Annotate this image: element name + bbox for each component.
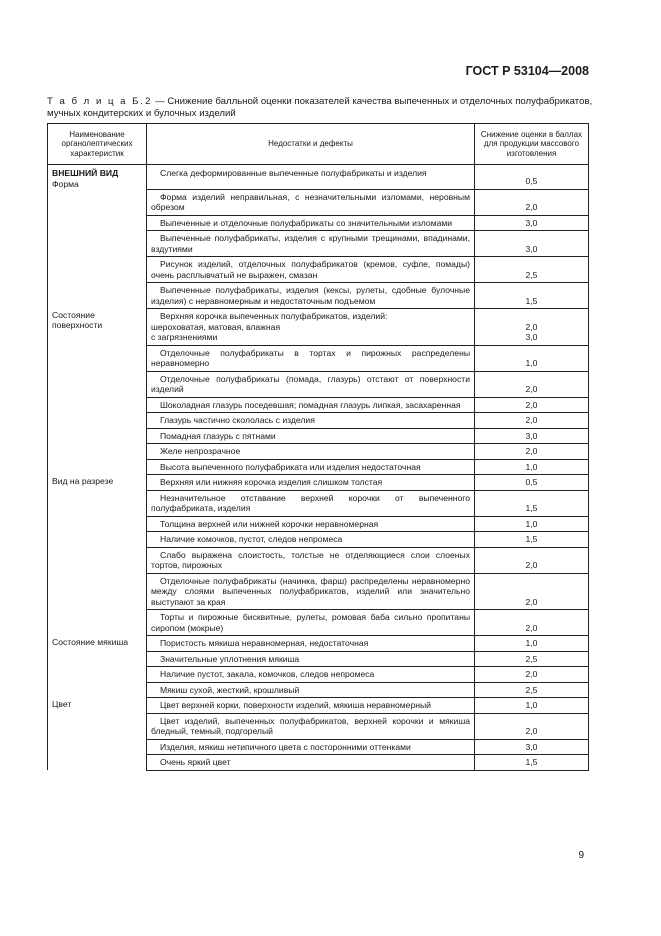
score-value: 2,0 (525, 560, 538, 570)
characteristic-name: Состояние мякиша (52, 636, 129, 647)
score-value: 2,0 (525, 669, 538, 679)
score-cell (475, 573, 589, 610)
score-cell (475, 651, 589, 667)
score-value: 0,5 (525, 477, 538, 487)
score-value: 1,0 (525, 518, 538, 529)
score-cell (475, 739, 589, 755)
defect-text: Наличие пустот, закала, комочков, следов непромеса (160, 669, 375, 679)
defect-text: Выпеченные и отделочные полуфабрикаты со значительными изломами (160, 217, 453, 228)
defect-text: Значительные уплотнения мякиша (160, 653, 300, 664)
table-row (48, 371, 589, 397)
defect-cell (147, 713, 475, 739)
score-value: 2,0 (525, 446, 538, 456)
score-value: 3,0 (525, 217, 538, 228)
characteristic-name: Состояние поверхности (52, 309, 103, 330)
characteristic-cell (48, 667, 147, 683)
characteristic-cell (48, 490, 147, 516)
score-cell (475, 755, 589, 771)
table-row (48, 189, 589, 215)
defect-text: Толщина верхней или нижней корочки неравномерная (160, 518, 379, 529)
defect-text: Выпеченные полуфабрикаты, изделия с крупными трещинами, впадинами, вздутиями (151, 233, 470, 254)
table-row (48, 397, 589, 413)
table-row (48, 682, 589, 698)
column-header-score: Снижение оценки в баллах для продукции массового изготовления (475, 124, 589, 165)
table-header-row (48, 124, 589, 165)
defect-cell (147, 459, 475, 475)
characteristic-cell (48, 413, 147, 429)
characteristic-cell (48, 698, 147, 714)
score-cell (475, 428, 589, 444)
score-value: 1,5 (525, 534, 538, 544)
score-cell (475, 713, 589, 739)
characteristic-cell (48, 165, 147, 190)
table-row (48, 713, 589, 739)
characteristic-cell (48, 444, 147, 460)
defect-cell (147, 215, 475, 231)
defect-text: Слегка деформированные выпеченные полуфабрикаты и изделия (160, 168, 427, 178)
defect-text: Верхняя корочка выпеченных полуфабрикатов, изделий: (160, 311, 388, 321)
table-row (48, 257, 589, 283)
defect-text: Рисунок изделий, отделочных полуфабрикатов (кремов, суфле, помады) очень расплывчатый не выражен, смазан (151, 259, 470, 280)
table-row (48, 459, 589, 475)
score-cell (475, 413, 589, 429)
score-cell (475, 516, 589, 532)
characteristic-cell (48, 257, 147, 283)
score-value: 2,5 (525, 269, 538, 280)
characteristic-cell (48, 516, 147, 532)
page-number: 9 (578, 850, 584, 861)
table-row (48, 345, 589, 371)
defect-text: Цвет изделий, выпеченных полуфабрикатов, верхней корочки и мякиша бледный, темный, подгорелый (151, 715, 470, 736)
table-caption (47, 96, 597, 120)
table-body (48, 165, 589, 771)
score-cell (475, 397, 589, 413)
defect-text: Цвет верхней корки, поверхности изделий, мякиша неравномерный (160, 700, 431, 710)
score-value: 2,0 (525, 726, 538, 736)
score-value: 1,5 (525, 503, 538, 513)
score-cell (475, 610, 589, 636)
defect-cell (147, 698, 475, 714)
defect-text: Форма изделий неправильная, с незначительными изломами, неровным обрезом (151, 191, 470, 212)
table-row (48, 309, 589, 346)
defect-subitem: с загрязнениями (151, 332, 218, 342)
defect-text: Пористость мякиша неравномерная, недостаточная (160, 638, 369, 648)
table-row (48, 413, 589, 429)
characteristic-cell (48, 651, 147, 667)
defect-cell (147, 475, 475, 491)
table-row (48, 651, 589, 667)
score-value: 3,0 (525, 741, 538, 752)
score-cell (475, 459, 589, 475)
score-cell (475, 231, 589, 257)
score-cell (475, 345, 589, 371)
defect-cell (147, 636, 475, 652)
score-value: 1,0 (525, 461, 538, 472)
score-value: 0,5 (525, 176, 538, 186)
score-cell (475, 257, 589, 283)
characteristic-name: Цвет (52, 698, 72, 709)
score-value: 1,5 (525, 757, 538, 767)
defect-text: Отделочные полуфабрикаты (помада, глазурь) отстают от поверхности изделий (151, 373, 470, 394)
table-row (48, 475, 589, 491)
document-code: ГОСТ Р 53104—2008 (465, 64, 589, 78)
defect-cell (147, 371, 475, 397)
characteristic-name: Вид на разрезе (52, 475, 114, 486)
characteristic-cell (48, 309, 147, 346)
score-value: 1,0 (525, 638, 538, 648)
defect-cell (147, 444, 475, 460)
score-cell (475, 283, 589, 309)
defect-cell (147, 397, 475, 413)
characteristic-cell (48, 397, 147, 413)
table-caption-text: — Снижение балльной оценки показателей качества выпеченных и отделочных полуфабрикатов, мучных кондитерских и булочных изделий (47, 96, 593, 119)
score-cell (475, 309, 589, 346)
table-row (48, 739, 589, 755)
defect-text: Торты и пирожные бисквитные, рулеты, ромовая баба сильно пропитаны сиропом (мокрые) (151, 612, 470, 633)
characteristic-name: ВНЕШНИЙ ВИД (52, 168, 119, 178)
characteristic-cell (48, 371, 147, 397)
column-header-characteristic: Наименование органолептических характеристик (48, 124, 147, 165)
characteristic-cell (48, 573, 147, 610)
score-value: 1,0 (525, 700, 538, 710)
defect-text: Мякиш сухой, жесткий, крошливый (160, 684, 300, 695)
defect-cell (147, 516, 475, 532)
characteristic-cell (48, 428, 147, 444)
defect-cell (147, 651, 475, 667)
score-value: 3,0 (525, 332, 538, 342)
characteristic-cell (48, 345, 147, 371)
characteristic-cell (48, 636, 147, 652)
defect-text: Очень яркий цвет (160, 757, 231, 767)
score-cell (475, 215, 589, 231)
table-row (48, 532, 589, 548)
defect-cell (147, 667, 475, 683)
score-value: 2,5 (525, 653, 538, 664)
score-cell (475, 371, 589, 397)
characteristic-cell (48, 215, 147, 231)
score-value: 2,5 (525, 684, 538, 695)
defect-cell (147, 428, 475, 444)
defect-cell (147, 573, 475, 610)
characteristic-cell (48, 459, 147, 475)
defect-text: Высота выпеченного полуфабриката или изделия недостаточная (160, 461, 421, 472)
characteristic-cell (48, 682, 147, 698)
defects-table (47, 123, 589, 771)
score-value: 2,0 (525, 321, 538, 332)
characteristic-cell (48, 475, 147, 491)
defect-cell (147, 490, 475, 516)
table-row (48, 667, 589, 683)
score-cell (475, 165, 589, 190)
defect-cell (147, 547, 475, 573)
defect-text: Выпеченные полуфабрикаты, изделия (кексы, рулеты, сдобные булочные изделия) с неравномерным и недостаточным подъемом (151, 285, 470, 306)
table-row (48, 490, 589, 516)
defect-text: Слабо выражена слоистость, толстые не отделяющиеся слои слоеных тортов, пирожных (151, 549, 470, 570)
defect-text: Верхняя или нижняя корочка изделия слишком толстая (160, 477, 383, 487)
score-value: 2,0 (525, 622, 538, 633)
table-row (48, 231, 589, 257)
defect-cell (147, 283, 475, 309)
score-value: 2,0 (525, 202, 538, 212)
score-cell (475, 532, 589, 548)
characteristic-cell (48, 610, 147, 636)
defect-cell (147, 532, 475, 548)
characteristic-cell (48, 755, 147, 771)
characteristic-cell (48, 532, 147, 548)
table-row (48, 698, 589, 714)
score-cell (475, 547, 589, 573)
defect-text: Помадная глазурь с пятнами (160, 430, 276, 441)
table-row (48, 755, 589, 771)
characteristic-cell (48, 547, 147, 573)
score-value: 1,5 (525, 295, 538, 306)
defect-text: Отделочные полуфабрикаты в тортах и пирожных распределены неравномерно (151, 347, 470, 368)
table-row (48, 165, 589, 190)
score-value: 2,0 (525, 596, 538, 607)
table-caption-label: Т а б л и ц а Б.2 (47, 96, 153, 107)
defect-cell (147, 189, 475, 215)
defect-cell (147, 165, 475, 190)
characteristic-cell (48, 283, 147, 309)
score-cell (475, 475, 589, 491)
table-row (48, 428, 589, 444)
defect-text: Незначительное отставание верхней корочки от выпеченного полуфабриката, изделия (151, 492, 470, 513)
defect-text: Отделочные полуфабрикаты (начинка, фарш) распределены неравномерно между слоями выпеченных полуфабрикатов, изделий или значительно выступают за края (151, 575, 470, 607)
score-cell (475, 667, 589, 683)
score-value: 2,0 (525, 415, 538, 425)
table-row (48, 215, 589, 231)
score-value: 2,0 (525, 384, 538, 394)
defect-text: Изделия, мякиш нетипичного цвета с посторонними оттенками (160, 741, 411, 752)
defect-text: Глазурь частично скололась с изделия (160, 415, 315, 425)
table-row (48, 283, 589, 309)
score-cell (475, 444, 589, 460)
score-cell (475, 682, 589, 698)
defect-cell (147, 231, 475, 257)
defect-cell (147, 257, 475, 283)
characteristic-cell (48, 231, 147, 257)
defect-cell (147, 739, 475, 755)
defect-cell (147, 309, 475, 346)
score-cell (475, 189, 589, 215)
table-row (48, 444, 589, 460)
table-row (48, 636, 589, 652)
table-row (48, 610, 589, 636)
defect-subitem: шероховатая, матовая, влажная (151, 321, 281, 332)
defect-cell (147, 413, 475, 429)
defect-cell (147, 610, 475, 636)
score-value: 3,0 (525, 430, 538, 441)
score-cell (475, 490, 589, 516)
score-value: 2,0 (525, 399, 538, 410)
score-cell (475, 698, 589, 714)
defect-cell (147, 682, 475, 698)
table-row (48, 516, 589, 532)
characteristic-cell (48, 739, 147, 755)
score-value: 1,0 (525, 358, 538, 368)
score-value: 3,0 (525, 243, 538, 254)
table-row (48, 573, 589, 610)
column-header-defect: Недостатки и дефекты (147, 124, 475, 165)
defect-text: Желе непрозрачное (160, 446, 241, 456)
characteristic-subname: Форма (52, 178, 79, 189)
characteristic-cell (48, 713, 147, 739)
defect-cell (147, 755, 475, 771)
defect-text: Шоколадная глазурь поседевшая; помадная глазурь липкая, засахаренная (160, 399, 461, 410)
defect-text: Наличие комочков, пустот, следов непромеса (160, 534, 343, 544)
score-cell (475, 636, 589, 652)
defect-cell (147, 345, 475, 371)
characteristic-cell (48, 189, 147, 215)
table-row (48, 547, 589, 573)
